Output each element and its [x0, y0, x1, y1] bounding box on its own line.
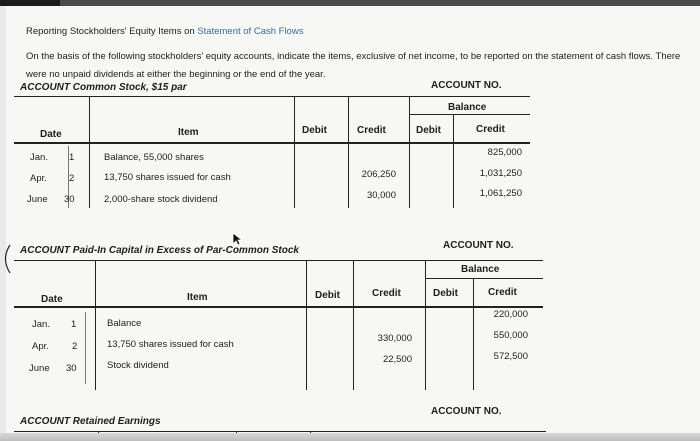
col-divider — [425, 260, 426, 390]
page-title-link[interactable]: Statement of Cash Flows — [197, 26, 304, 37]
row-item: 2,000-share stock dividend — [104, 194, 218, 205]
page-title-prefix: Reporting Stockholders' Equity Items on — [26, 26, 198, 37]
row-bal-credit: 572,500 — [493, 351, 528, 362]
col-debit: Debit — [302, 125, 327, 136]
row-credit: 22,500 — [382, 354, 412, 365]
row-month: Jan. — [32, 319, 50, 330]
row-day: 1 — [69, 152, 75, 163]
row-month: June — [29, 363, 50, 374]
row-day: 2 — [72, 341, 78, 352]
row-item: 13,750 shares issued for cash — [107, 339, 234, 350]
row-credit: 206,250 — [361, 169, 396, 180]
account-no-label: ACCOUNT NO. — [431, 80, 502, 91]
row-month: Jan. — [30, 152, 48, 163]
page-edge-bracket — [0, 244, 12, 274]
row-credit: 330,000 — [377, 333, 412, 344]
row-day: 2 — [69, 173, 75, 184]
col-bal-debit: Debit — [433, 288, 458, 299]
row-bal-credit: 220,000 — [493, 309, 528, 320]
row-credit: 30,000 — [366, 190, 396, 201]
account-title: ACCOUNT Common Stock, $15 par — [20, 82, 187, 93]
row-day: 30 — [66, 363, 77, 374]
row-month: Apr. — [32, 341, 49, 352]
mouse-pointer-icon — [232, 232, 244, 246]
balance-rule — [410, 114, 530, 115]
col-bal-credit: Credit — [488, 287, 517, 298]
col-item: Item — [187, 292, 208, 303]
col-divider — [294, 96, 295, 208]
balance-rule — [426, 278, 543, 279]
row-month: Apr. — [30, 173, 47, 184]
col-date: Date — [40, 129, 62, 140]
header-rule — [14, 306, 543, 308]
row-item: Balance, 55,000 shares — [104, 152, 204, 163]
ledger-top-rule — [14, 431, 546, 432]
row-item: Balance — [107, 318, 142, 329]
ledger-top-rule — [14, 260, 543, 261]
col-divider — [89, 96, 90, 208]
account-no-label: ACCOUNT NO. — [443, 240, 514, 251]
row-day: 1 — [71, 319, 77, 330]
row-bal-credit: 825,000 — [487, 147, 522, 158]
problem-sheet — [6, 6, 700, 441]
account-title: ACCOUNT Retained Earnings — [20, 416, 161, 427]
day-divider — [85, 312, 86, 384]
row-month: June — [27, 194, 48, 205]
account-no-label: ACCOUNT NO. — [431, 406, 502, 417]
balance-label: Balance — [448, 102, 487, 113]
page-title — [26, 26, 303, 37]
col-divider — [306, 260, 307, 390]
row-bal-credit: 550,000 — [493, 330, 528, 341]
col-bal-debit: Debit — [416, 125, 441, 136]
balance-label: Balance — [461, 264, 500, 275]
instructions-text: On the basis of the following stockholders' equity accounts, indicate the items, exclusive of net income, to be reported on the statement of cash flows. There were no unpaid dividends at either the beginning or the end of the year. — [26, 51, 681, 80]
account-title: ACCOUNT Paid-In Capital in Excess of Par-Common Stock — [20, 245, 299, 256]
col-debit: Debit — [315, 290, 340, 301]
col-divider — [95, 260, 96, 390]
row-bal-credit: 1,061,250 — [479, 188, 522, 199]
row-item: Stock dividend — [107, 360, 169, 371]
row-item: 13,750 shares issued for cash — [104, 172, 231, 183]
row-bal-credit: 1,031,250 — [479, 168, 522, 179]
bottom-shadow — [0, 433, 700, 441]
col-credit: Credit — [372, 288, 401, 299]
row-day: 30 — [64, 194, 75, 205]
col-credit: Credit — [357, 125, 386, 136]
col-bal-credit: Credit — [476, 124, 505, 135]
col-item: Item — [178, 127, 199, 138]
col-date: Date — [41, 294, 63, 305]
ledger-top-rule — [14, 96, 530, 97]
col-divider — [353, 260, 354, 390]
